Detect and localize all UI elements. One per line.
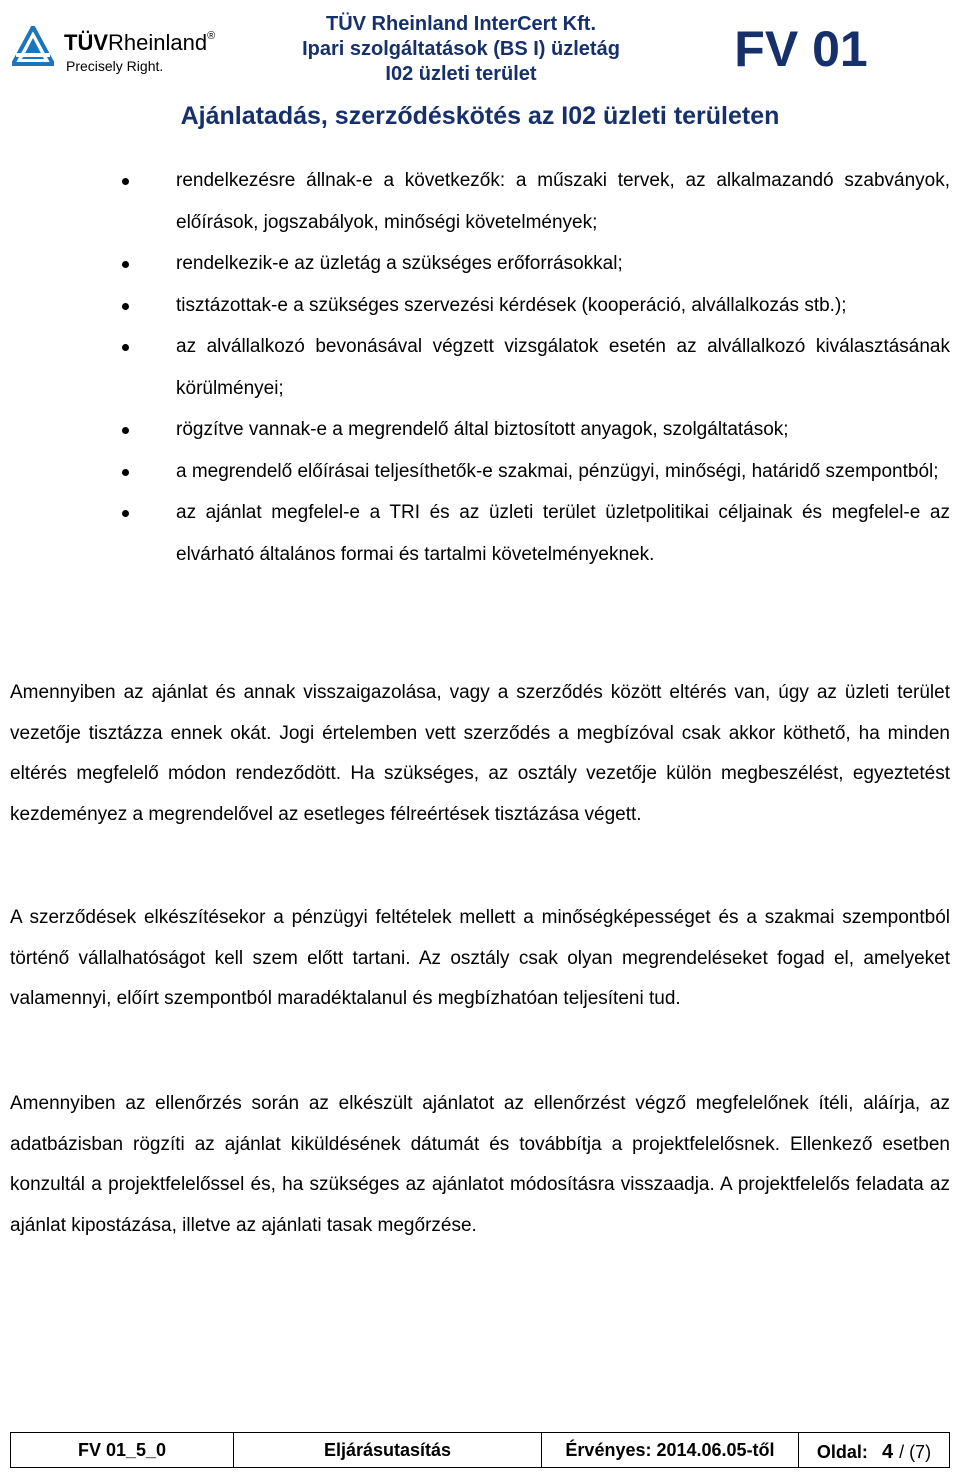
footer-doc-code: FV 01_5_0 <box>11 1433 234 1467</box>
footer-page <box>799 1433 949 1467</box>
page-number: 4 <box>881 1441 894 1463</box>
bullet-icon <box>122 427 129 434</box>
bullet-icon <box>122 178 129 185</box>
logo-tagline: Precisely Right. <box>66 58 164 74</box>
bullet-icon <box>122 261 129 268</box>
company-block <box>236 12 686 87</box>
paragraph-contract-preparation: A szerződések elkészítésekor a pénzügyi feltételek mellett a minőségképességet és a szakmai szempontból történő vállalhatóságot kell szem előtt tartani. Az osztály csak olyan megrendeléseket fogad el, amelyeket valamennyi, előírt szempontból maradéktalanul és megbízhatóan teljesíteni tud. <box>10 907 950 1009</box>
page-total: / (7) <box>899 1442 932 1462</box>
list-item: tisztázottak-e a szükséges szervezési kérdések (kooperáció, alvállalkozás stb.); <box>0 285 960 327</box>
list-item: rendelkezik-e az üzletág a szükséges erőforrásokkal; <box>0 243 960 285</box>
logo-name: TÜVRheinland® <box>64 30 216 55</box>
page-label: Oldal: <box>816 1442 868 1462</box>
paragraph-offer-approval: Amennyiben az ellenőrzés során az elkészült ajánlatot az ellenőrzést végző megfelelőnek ítéli, aláírja, az adatbázisban rögzíti az ajánlat kiküldésének dátumát és továbbítja a projektfelelősnek. Ellenkező esetben konzultál a projektfelelőssel és, ha szükséges az ajánlatot módosításra visszaadja. A projektfelelős feladata az ajánlat kipostázása, illetve az ajánlati tasak megőrzése. <box>10 1093 950 1236</box>
bullet-icon <box>122 303 129 310</box>
criteria-list <box>0 160 960 575</box>
bullet-icon <box>122 469 129 476</box>
business-area: I02 üzleti terület <box>385 63 537 85</box>
paragraph-discrepancy: Amennyiben az ajánlat és annak visszaigazolása, vagy a szerződés között eltérés van, úgy az üzleti terület vezetője tisztázza ennek okát. Jogi értelemben vett szerződés a megbízóval csak akkor köthető, ha minden eltérés megfelelő módon rendeződött. Ha szükséges, az osztály vezetője külön megbeszélést, egyeztetést kezdeményez a megrendelővel az esetleges félreértések tisztázása végett. <box>10 682 950 825</box>
bullet-icon <box>122 344 129 351</box>
page-footer <box>10 1432 950 1468</box>
list-item: az ajánlat megfelel-e a TRI és az üzleti terület üzletpolitikai céljainak és megfelel-e az elvárható általános formai és tartalmi követelményeknek. <box>0 492 960 575</box>
list-item: rendelkezésre állnak-e a következők: a műszaki tervek, az alkalmazandó szabványok, előírások, jogszabályok, minőségi követelmények; <box>0 160 960 243</box>
footer-doc-type: Eljárásutasítás <box>234 1433 542 1467</box>
page-header <box>0 0 960 150</box>
tuv-triangle-icon <box>12 26 54 66</box>
list-item: rögzítve vannak-e a megrendelő által biztosított anyagok, szolgáltatások; <box>0 409 960 451</box>
document-id: FV 01 <box>734 21 868 77</box>
footer-validity: Érvényes: 2014.06.05-től <box>542 1433 799 1467</box>
bullet-icon <box>122 510 129 517</box>
company-name: TÜV Rheinland InterCert Kft. <box>325 13 596 35</box>
tuv-rheinland-logo <box>12 20 232 76</box>
list-item: az alvállalkozó bevonásával végzett vizsgálatok esetén az alvállalkozó kiválasztásának körülményei; <box>0 326 960 409</box>
division-name: Ipari szolgáltatások (BS I) üzletág <box>302 38 620 60</box>
list-item: a megrendelő előírásai teljesíthetők-e szakmai, pénzügyi, minőségi, határidő szempontból; <box>0 451 960 493</box>
document-subtitle: Ajánlatadás, szerződéskötés az I02 üzleti területen <box>180 102 780 130</box>
